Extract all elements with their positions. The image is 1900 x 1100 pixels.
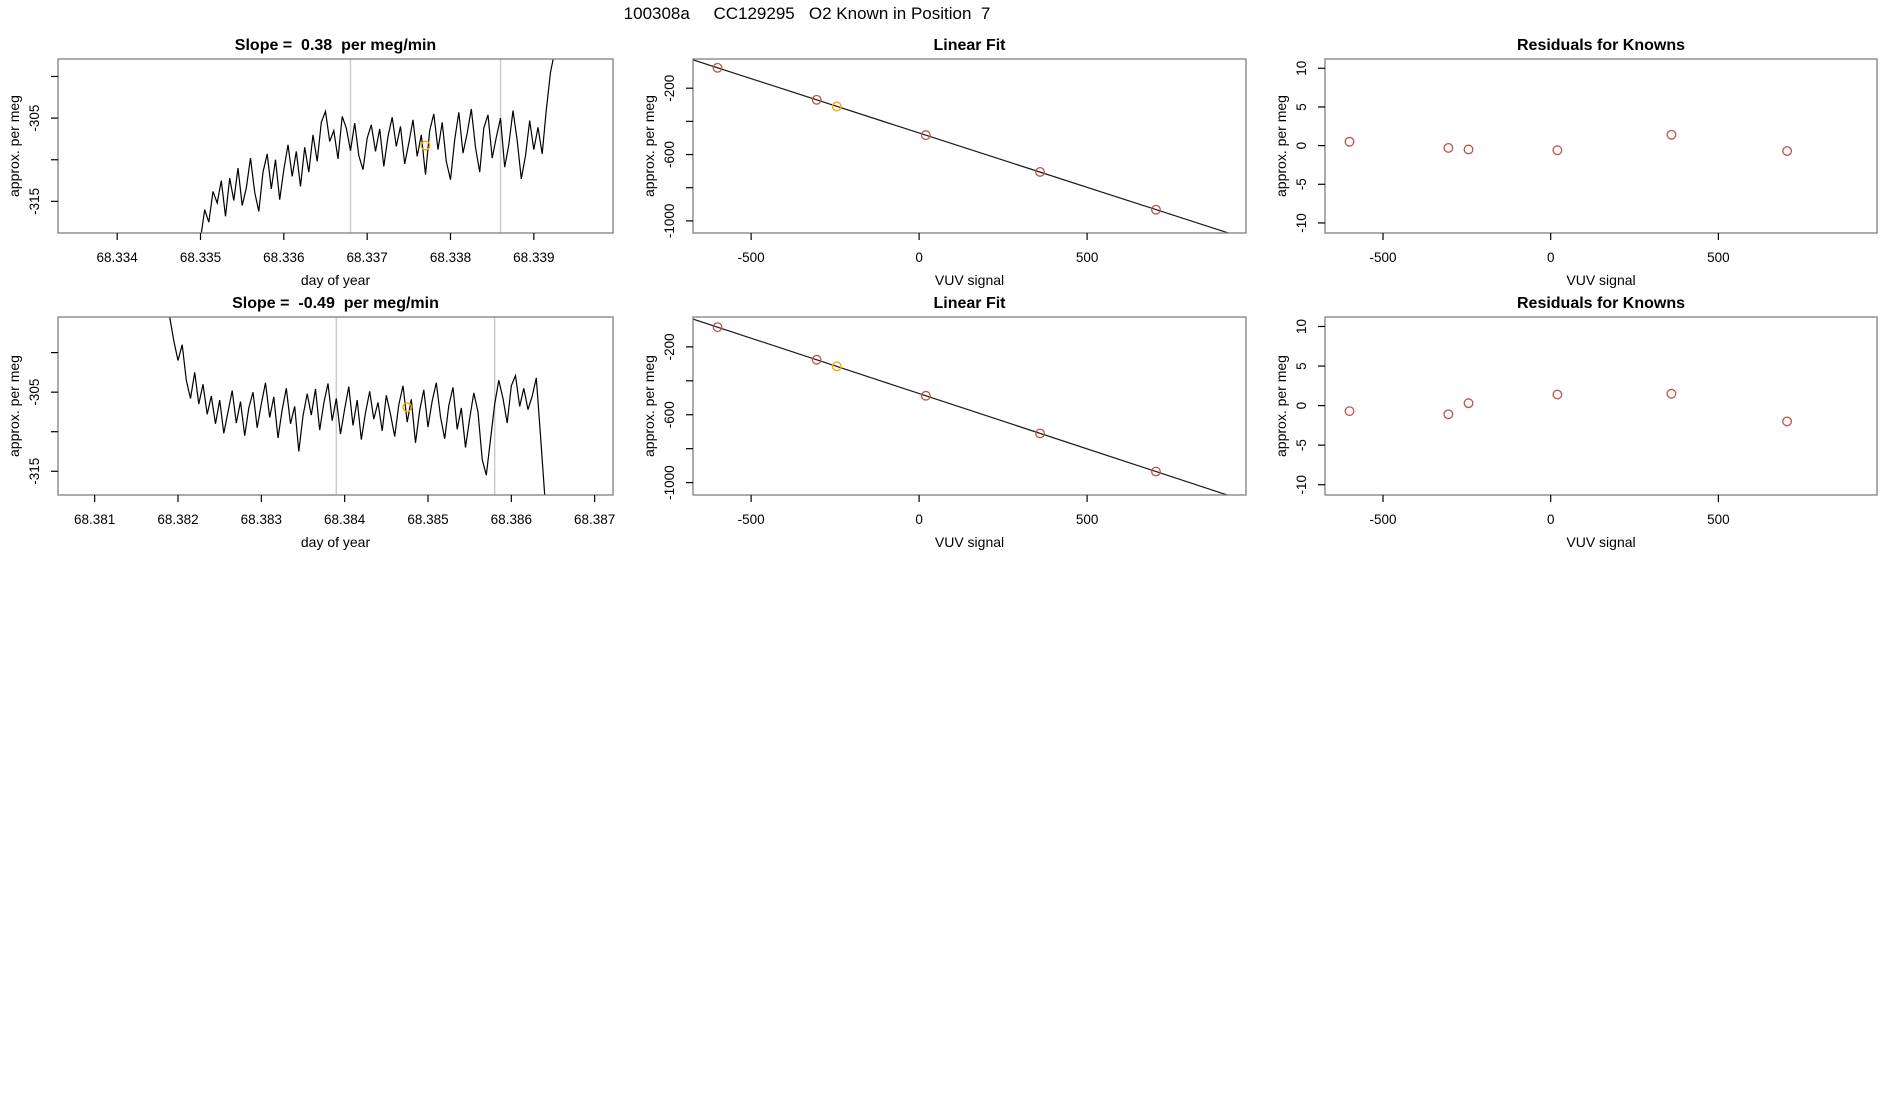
data-point [1553,146,1562,155]
tick-label: 0 [1546,250,1555,265]
tick-label: -5 [1294,439,1309,452]
tick-label: 500 [1075,250,1099,265]
panel-border [693,317,1246,495]
tick-label: -600 [662,141,677,169]
tick-label: 0 [915,512,923,527]
panel-border [693,59,1246,233]
tick-label: 68.385 [407,512,449,527]
y-axis-label: approx. per meg [1273,355,1289,457]
x-axis-label: VUV signal [934,534,1005,550]
tick-label: 500 [1707,250,1730,265]
tick-label: 68.386 [490,512,532,527]
x-axis-label: VUV signal [1566,272,1636,288]
tick-label: 0 [915,250,923,265]
tick-label: 68.381 [74,512,116,527]
tick-label: -305 [27,104,42,132]
tick-label: 0 [1546,512,1555,527]
tick-label: -500 [737,512,765,527]
data-point [1345,407,1354,416]
tick-label: 10 [1294,318,1309,335]
tick-label: -1000 [662,203,677,239]
tick-label: -200 [662,333,677,361]
tick-label: 68.338 [429,250,472,265]
tick-label: -500 [737,250,765,265]
page-title: 100308a CC129295 O2 Known in Position 7 [623,4,991,23]
tick-label: 500 [1075,512,1099,527]
panel-title-slope-1: Slope = 0.38 per meg/min [234,37,437,54]
tick-label: -315 [27,187,42,215]
panel-title-fit-2: Linear Fit [933,295,1006,312]
fit-line [693,60,1246,239]
tick-label: 68.336 [263,250,305,265]
series-path [170,317,545,495]
tick-label: 68.339 [513,250,555,265]
data-point [1444,144,1453,153]
panel-title-slope-2: Slope = -0.49 per meg/min [232,295,439,312]
tick-label: 68.387 [574,512,616,527]
data-point [1464,399,1473,408]
tick-label: -10 [1294,474,1309,495]
tick-label: 68.383 [240,512,282,527]
x-axis-label: day of year [300,534,371,550]
panel-title-fit-1: Linear Fit [933,37,1006,54]
tick-label: 0 [1294,141,1309,150]
x-axis-label: day of year [300,272,371,288]
x-axis-label: VUV signal [1566,534,1636,550]
tick-label: -600 [662,401,677,429]
tick-label: 5 [1294,362,1309,370]
data-point [1783,417,1792,426]
tick-label: -10 [1294,213,1309,233]
panel-border [1325,317,1877,495]
panel-border [1325,59,1877,233]
data-point [1464,145,1473,154]
fit-line [693,319,1246,501]
tick-label: 68.334 [96,250,138,265]
panel-title-resid-1: Residuals for Knowns [1516,37,1686,54]
y-axis-label: approx. per meg [1273,95,1289,197]
tick-label: 0 [1294,401,1309,410]
y-axis-label: approx. per meg [641,355,657,457]
data-point [1783,147,1792,156]
data-point [1345,137,1354,146]
tick-label: 500 [1707,512,1730,527]
series-path [201,52,555,239]
tick-label: 68.382 [157,512,199,527]
y-axis-label: approx. per meg [6,355,22,457]
tick-label: 5 [1294,103,1309,111]
x-axis-label: VUV signal [934,272,1005,288]
data-point [1667,389,1676,398]
tick-label: -305 [27,378,42,406]
y-axis-label: approx. per meg [641,95,657,197]
tick-label: -200 [662,74,677,102]
y-axis-label: approx. per meg [6,95,22,197]
tick-label: -1000 [662,465,677,500]
tick-label: -500 [1369,512,1397,527]
tick-label: 68.337 [346,250,388,265]
tick-label: -5 [1294,178,1309,191]
tick-label: -500 [1369,250,1397,265]
tick-label: -315 [27,457,42,485]
data-point [1553,390,1562,399]
panel-title-resid-2: Residuals for Knowns [1516,295,1686,312]
tick-label: 68.335 [179,250,222,265]
data-point [1667,130,1676,139]
tick-label: 68.384 [324,512,366,527]
data-point [1444,410,1453,419]
tick-label: 10 [1294,60,1309,76]
